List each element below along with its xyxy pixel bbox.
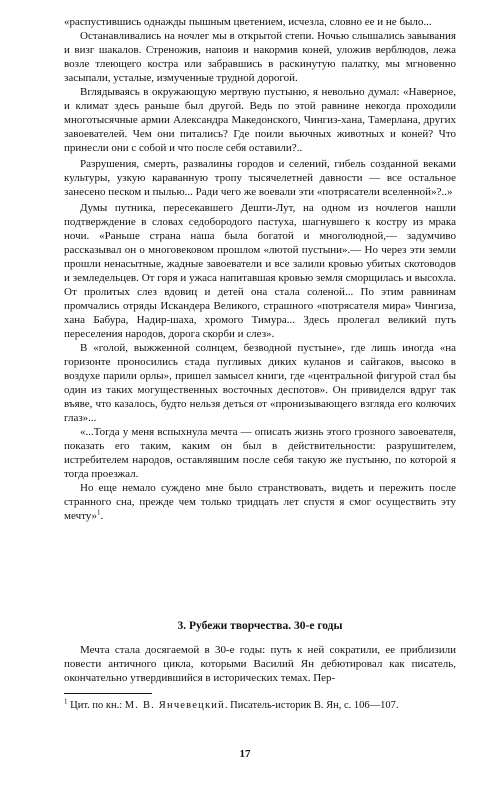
page-number: 17	[239, 748, 251, 760]
footnote-prefix: Цит. по кн.:	[67, 700, 125, 711]
footnote-marker: 1	[64, 697, 68, 706]
main-text	[64, 15, 456, 523]
footnote-author: М. В. Янчевецкий	[124, 700, 225, 711]
paragraph: Думы путника, пересекавшего Дешти-Лут, на одном из ночлегов нашли подтверждение в словах седобородого пастуха, шагнувшего к костру из мрака ночи. «Раньше страна наша была богатой и многолюдной,— задумчиво рассказывал он о многовековом прошлом «лютой пустыни».— Но через эти земли прошли ненасытные, жадные завоеватели и все залили кровью убитых скотоводов и земледельцев. От горя и ужаса напитавшая кровью земля сморщилась и высохла. От пролитых слез вдовиц и детей она стала соленой... По этим равнинам промчались отряды Искандера Великого, страшного «потрясателя мира» Чингиза, хана Бабура, Надир-шаха, хромого Тимура... Здесь пролегал великий путь переселения народов, дорога скорби и слез».	[64, 202, 456, 340]
section-heading: 3. Рубежи творчества. 30-е годы	[177, 620, 343, 632]
paragraph: Вглядываясь в окружающую мертвую пустыню, я невольно думал: «Наверное, и климат здесь раньше был другой. Ведь по этой равнине некогда проходили многотысячные армии Александра Македонского, Чингиз-хана, Тамерлана, других завоевателей. Чем они питались? Где поили вьючных животных и коней? Что принесли они с собой и что после себя оставили?..	[64, 86, 456, 154]
paragraph: Разрушения, смерть, развалины городов и селений, гибель созданной веками культуры, узкую караванную тропу тысячелетней давности — все остальное занесено песком и пылью... Ради чего же воевали эти «потрясатели вселенной»?..»	[64, 158, 456, 198]
paragraph: «...Тогда у меня вспыхнула мечта — описать жизнь этого грозного завоевателя, показать его таким, каким он был в действительности: разрушителем, истребителем народов, оставлявшим после себя такую же пустыню, по которой я тогда проезжал.	[64, 426, 456, 480]
paragraph: В «голой, выжженной солнцем, безводной пустыне», где лишь иногда «на горизонте проносились стада пугливых диких куланов и сайгаков, высоко в воздухе парили орлы», пришел замысел книги, где «центральной фигурой стал бы один из таких могущественных восточных деспотов». Он привиделся вдруг так въяве, что казалось, будто нельзя деться от «пронизывающего взгляда его колючих глаз»...	[64, 342, 456, 424]
paragraph-text: Но еще немало суждено мне было странствовать, видеть и пережить после странного сна, прежде чем только тридцать лет спустя я смог осуществить эту мечту»	[64, 482, 456, 522]
footnote-rule	[64, 693, 152, 694]
paragraph: Останавливались на ночлег мы в открытой степи. Ночью слышались завывания и визг шакалов. Стреножив, напоив и накормив коней, уложив верблюдов, лежа возле тлеющего костра или забравшись в раскинутую палатку, мы мгновенно засыпали, усталые, измученные трудной дорогой.	[64, 30, 456, 84]
footnote-reference: 1	[97, 508, 101, 517]
footnote-rest: . Писатель-историк В. Ян, с. 106—107.	[224, 700, 399, 711]
paragraph-last: Но еще немало суждено мне было странствовать, видеть и пережить после странного сна, прежде чем только тридцать лет спустя я смог осуществить эту мечту»$^1$.	[64, 482, 456, 522]
paragraph: Мечта стала досягаемой в 30-е годы: путь к ней сократили, ее приблизили повести античного цикла, которыми Василий Ян дебютировал как писатель, окончательно утвердившийся в исторических темах. Пер-	[64, 644, 456, 684]
footnote	[64, 699, 456, 713]
paragraph: «распустившись однажды пышным цветением, исчезла, словно ее и не было...	[64, 16, 432, 28]
section-text	[64, 643, 456, 685]
